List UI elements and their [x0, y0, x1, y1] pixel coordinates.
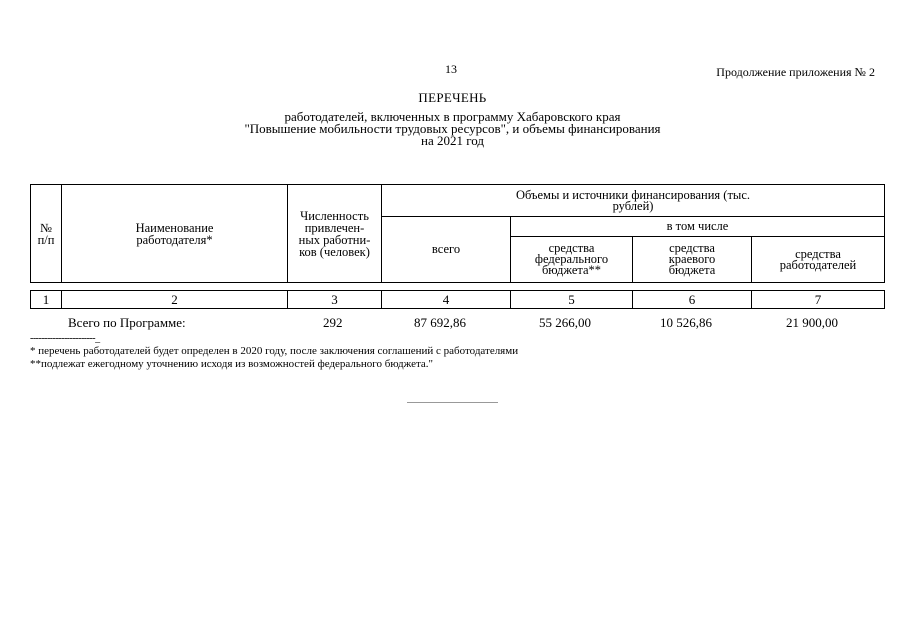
column-number: 1 — [31, 291, 62, 309]
footnote-2: **подлежат ежегодному уточнению исходя из возможностей федерального бюджета." — [30, 358, 434, 370]
subtitle-line-3: на 2021 год — [421, 133, 484, 148]
column-number: 7 — [752, 291, 885, 309]
footnote-divider: -----------------------_ — [30, 333, 100, 344]
page-number: 13 — [445, 62, 457, 76]
header-cell-count: Численность привлечен-ных работни-ков (человек) — [288, 185, 382, 283]
funding-table-header — [30, 184, 885, 283]
subtitle-line-2: "Повышение мобильности трудовых ресурсов", и объемы финансирования — [244, 121, 661, 136]
column-number: 4 — [382, 291, 511, 309]
header-cell-name: Наименование работодателя* — [62, 185, 288, 283]
subtitle-line-1: работодателей, включенных в программу Хабаровского края — [284, 109, 621, 124]
header-cell-funding: Объемы и источники финансирования (тыс. рублей) — [382, 185, 885, 217]
document-title: ПЕРЕЧЕНЬ — [418, 90, 487, 105]
header-cell-regional: средства краевого бюджета — [633, 237, 752, 283]
column-number: 5 — [511, 291, 633, 309]
totals-sum: 87 692,86 — [414, 315, 466, 330]
totals-regional: 10 526,86 — [660, 315, 712, 330]
column-number-row — [30, 290, 885, 309]
header-cell-total: всего — [382, 217, 511, 283]
header-cell-federal: средства федерального бюджета** — [511, 237, 633, 283]
totals-employers: 21 900,00 — [786, 315, 838, 330]
totals-count: 292 — [323, 315, 343, 330]
footnote-1: * перечень работодателей будет определен в 2020 году, после заключения соглашений с работодателями — [30, 345, 519, 357]
totals-label: Всего по Программе: — [68, 315, 186, 330]
continuation-note: Продолжение приложения № 2 — [716, 65, 875, 79]
header-cell-number: № п/п — [31, 185, 62, 283]
header-cell-employers: средства работодателей — [752, 237, 885, 283]
column-number: 2 — [62, 291, 288, 309]
page-separator-line — [407, 402, 498, 403]
column-number: 6 — [633, 291, 752, 309]
header-cell-including: в том числе — [511, 217, 885, 237]
column-number: 3 — [288, 291, 382, 309]
totals-federal: 55 266,00 — [539, 315, 591, 330]
document-subtitle — [180, 111, 725, 147]
